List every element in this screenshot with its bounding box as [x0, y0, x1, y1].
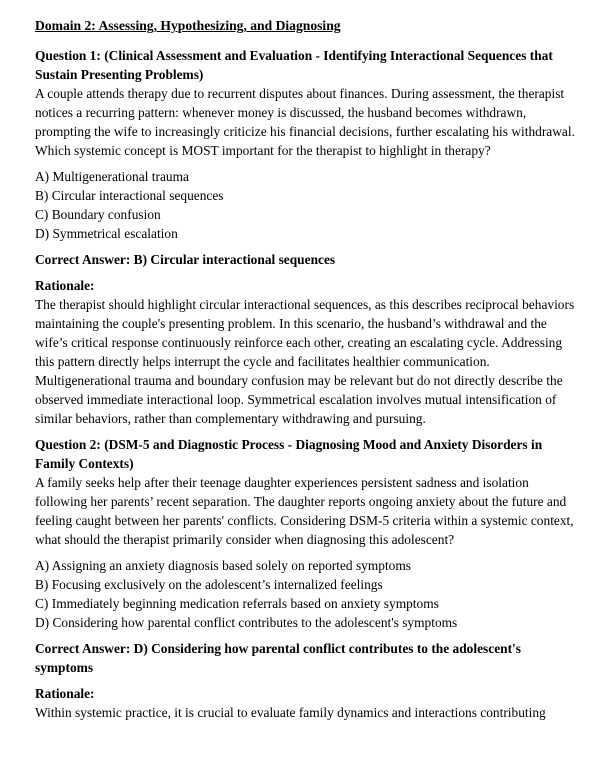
- question-1-option-b: B) Circular interactional sequences: [35, 188, 224, 203]
- question-1-heading: Question 1: (Clinical Assessment and Evaluation - Identifying Interactional Sequences that Sustain Presenting Problems): [35, 48, 553, 82]
- question-2-correct-answer-block: [35, 639, 581, 677]
- question-2-options: [35, 556, 581, 632]
- question-2-option-b: B) Focusing exclusively on the adolescent’s internalized feelings: [35, 577, 383, 592]
- question-2-rationale-label: Rationale:: [35, 686, 95, 701]
- question-1-option-c: C) Boundary confusion: [35, 207, 161, 222]
- question-1-correct-answer-block: [35, 250, 581, 269]
- question-2-option-a: A) Assigning an anxiety diagnosis based solely on reported symptoms: [35, 558, 412, 573]
- document-title: Domain 2: Assessing, Hypothesizing, and Diagnosing: [35, 18, 341, 33]
- question-1-rationale-label: Rationale:: [35, 278, 95, 293]
- question-2-heading: Question 2: (DSM-5 and Diagnostic Process - Diagnosing Mood and Anxiety Disorders in Family Contexts): [35, 437, 543, 471]
- question-1-option-a: A) Multigenerational trauma: [35, 169, 189, 184]
- question-1-rationale-block: [35, 276, 581, 428]
- question-2-option-c: C) Immediately beginning medication referrals based on anxiety symptoms: [35, 596, 439, 611]
- question-1-block: [35, 46, 581, 160]
- question-1-stem: A couple attends therapy due to recurrent disputes about finances. During assessment, the therapist notices a recurring pattern: whenever money is discussed, the husband becomes withdrawn, prompting the wife to increasingly criticize his financial decisions, further escalating his withdrawal. Which systemic concept is MOST important for the therapist to highlight in therapy?: [35, 86, 575, 158]
- question-2-rationale-block: [35, 684, 581, 722]
- question-1-option-d: D) Symmetrical escalation: [35, 226, 178, 241]
- question-1-options: [35, 167, 581, 243]
- question-2-option-d: D) Considering how parental conflict contributes to the adolescent's symptoms: [35, 615, 458, 630]
- question-2-rationale-text: Within systemic practice, it is crucial to evaluate family dynamics and interactions contributing: [35, 705, 546, 720]
- question-2-correct-answer: Correct Answer: D) Considering how parental conflict contributes to the adolescent's symptoms: [35, 641, 521, 675]
- question-1-correct-answer: Correct Answer: B) Circular interactional sequences: [35, 252, 336, 267]
- question-2-block: [35, 435, 581, 549]
- question-2-stem: A family seeks help after their teenage daughter experiences persistent sadness and isolation following her parents’ recent separation. The daughter reports ongoing anxiety about the future and feeling caught between her parents' conflicts. Considering DSM-5 criteria within a systemic context, what should the therapist primarily consider when diagnosing this adolescent?: [35, 475, 574, 547]
- question-1-rationale-text: The therapist should highlight circular interactional sequences, as this describes reciprocal behaviors maintaining the couple's presenting problem. In this scenario, the husband’s withdrawal and the wife’s critical response continuously reinforce each other, creating an escalating cycle. Addressing this pattern directly helps interrupt the cycle and facilitates healthier communication. Multigenerational trauma and boundary confusion may be relevant but do not directly describe the observed immediate interactional loop. Symmetrical escalation involves mutual intensification of similar behaviors, rather than complementary withdrawing and pursuing.: [35, 297, 575, 426]
